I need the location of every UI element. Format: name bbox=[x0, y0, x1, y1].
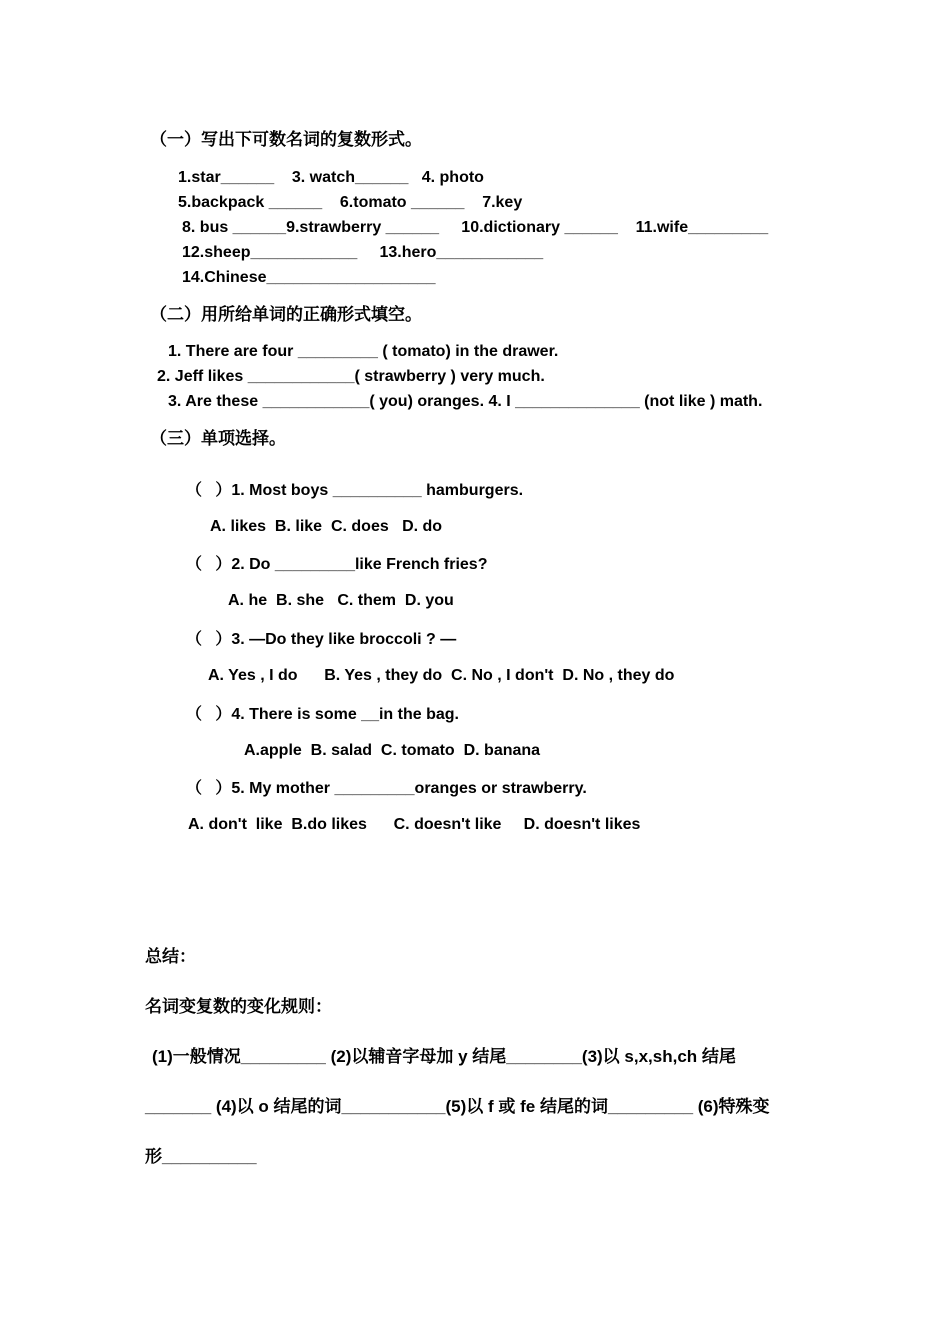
summary-line-1: (1)一般情况_________ (2)以辅音字母加 y 结尾________(3)以 s,x,sh,ch 结尾 bbox=[152, 1047, 736, 1066]
summary-line-2: _______ (4)以 o 结尾的词___________(5)以 f 或 fe 结尾的词_________ (6)特殊变 bbox=[145, 1097, 770, 1116]
summary-line-3: 形__________ bbox=[145, 1147, 257, 1166]
section3-heading: （三）单项选择。 bbox=[150, 429, 286, 448]
section2-line-1: 1. There are four _________ ( tomato) in the drawer. bbox=[168, 343, 559, 360]
question-2-options: A. he B. she C. them D. you bbox=[228, 592, 454, 609]
section1-line-2: 5.backpack ______ 6.tomato ______ 7.key bbox=[178, 194, 523, 211]
question-2: （ ）2. Do _________like French fries? bbox=[186, 556, 488, 573]
question-5-options: A. don't like B.do likes C. doesn't like D. doesn't likes bbox=[188, 816, 641, 833]
question-4-options: A.apple B. salad C. tomato D. banana bbox=[244, 742, 541, 759]
section1-line-1: 1.star______ 3. watch______ 4. photo bbox=[178, 169, 484, 186]
question-5: （ ）5. My mother _________oranges or strawberry. bbox=[186, 780, 587, 797]
summary-title: 总结： bbox=[145, 947, 196, 966]
question-1: （ ）1. Most boys __________ hamburgers. bbox=[186, 482, 524, 499]
section2-line-3: 3. Are these ____________( you) oranges. 4. I ______________ (not like ) math. bbox=[168, 393, 763, 410]
section1-heading: （一）写出下可数名词的复数形式。 bbox=[150, 130, 422, 149]
section2-heading: （二）用所给单词的正确形式填空。 bbox=[150, 305, 422, 324]
summary-subtitle: 名词变复数的变化规则： bbox=[145, 997, 332, 1016]
section1-line-5: 14.Chinese___________________ bbox=[182, 269, 436, 286]
section1-line-3: 8. bus ______9.strawberry ______ 10.dictionary ______ 11.wife_________ bbox=[182, 219, 769, 236]
question-1-options: A. likes B. like C. does D. do bbox=[210, 518, 443, 535]
question-3: （ ）3. —Do they like broccoli ? — bbox=[186, 631, 457, 648]
question-3-options: A. Yes , I do B. Yes , they do C. No , I don't D. No , they do bbox=[208, 667, 675, 684]
question-4: （ ）4. There is some __in the bag. bbox=[186, 706, 459, 723]
section1-line-4: 12.sheep____________ 13.hero____________ bbox=[182, 244, 544, 261]
section2-line-2: 2. Jeff likes ____________( strawberry ) very much. bbox=[157, 368, 545, 385]
